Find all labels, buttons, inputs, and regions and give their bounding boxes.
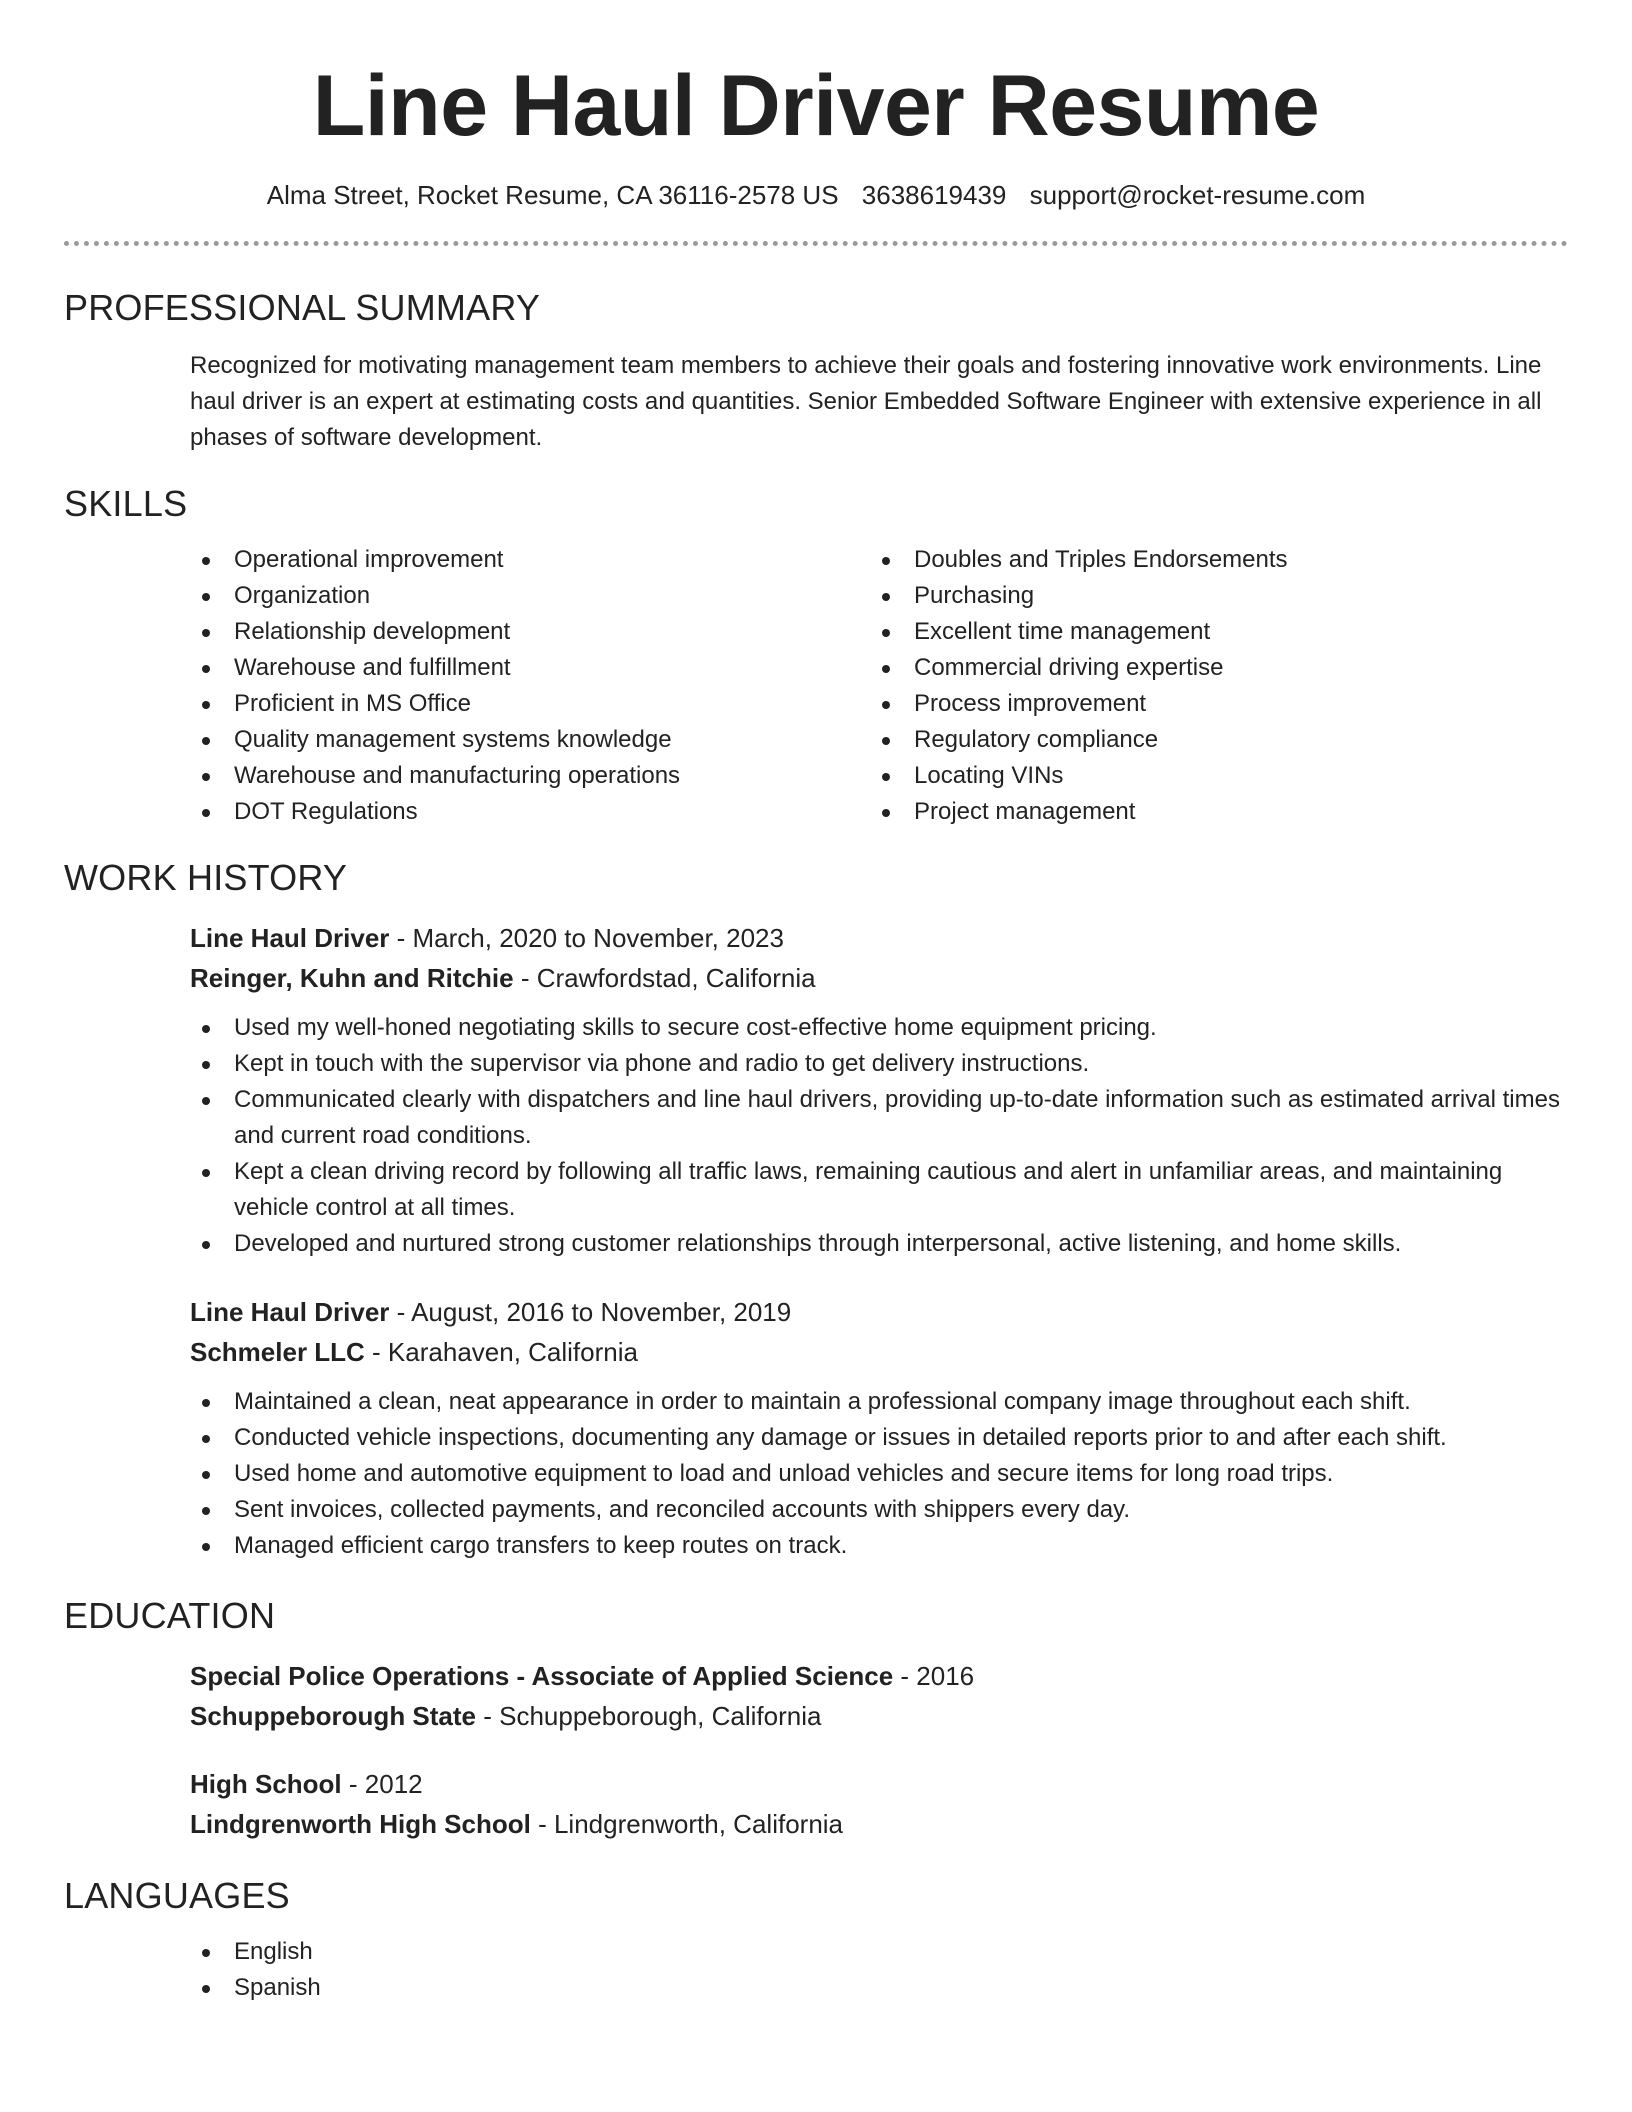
skill-item: Locating VINs <box>870 758 1550 794</box>
skill-item: Warehouse and manufacturing operations <box>190 758 870 794</box>
job-entry <box>190 1292 1568 1564</box>
contact-email: support@rocket-resume.com <box>1029 180 1366 210</box>
skills-grid <box>190 542 1568 830</box>
job-bullets <box>190 1384 1568 1564</box>
language-item: English <box>190 1934 1568 1970</box>
job-bullet: Kept in touch with the supervisor via phone and radio to get delivery instructions. <box>190 1046 1568 1082</box>
summary-section <box>64 286 1568 456</box>
job-title: Line Haul Driver <box>190 1297 390 1327</box>
job-entry <box>190 918 1568 1262</box>
job-company-line <box>190 1332 1568 1372</box>
contact-address: Alma Street, Rocket Resume, CA 36116-2578 US <box>266 180 839 210</box>
job-company-line <box>190 958 1568 998</box>
skills-list-right <box>870 542 1550 830</box>
education-school-line <box>190 1696 1568 1736</box>
skill-item: Doubles and Triples Endorsements <box>870 542 1550 578</box>
job-bullet: Sent invoices, collected payments, and reconciled accounts with shippers every day. <box>190 1492 1568 1528</box>
job-bullet: Kept a clean driving record by following all traffic laws, remaining cautious and alert in unfamiliar areas, and maintaining vehicle control at all times. <box>190 1154 1568 1226</box>
job-bullet: Communicated clearly with dispatchers and line haul drivers, providing up-to-date information such as estimated arrival times and current road conditions. <box>190 1082 1568 1154</box>
skill-item: Relationship development <box>190 614 870 650</box>
contact-phone: 3638619439 <box>861 180 1007 210</box>
languages-heading: LANGUAGES <box>64 1875 290 1916</box>
job-bullet: Used my well-honed negotiating skills to secure cost-effective home equipment pricing. <box>190 1010 1568 1046</box>
skill-item: Proficient in MS Office <box>190 686 870 722</box>
job-bullet: Managed efficient cargo transfers to keep routes on track. <box>190 1528 1568 1564</box>
job-bullets <box>190 1010 1568 1262</box>
language-item: Spanish <box>190 1970 1568 2006</box>
job-title: Line Haul Driver <box>190 923 390 953</box>
skill-item: Purchasing <box>870 578 1550 614</box>
skills-list-left <box>190 542 870 830</box>
job-bullet: Maintained a clean, neat appearance in order to maintain a professional company image throughout each shift. <box>190 1384 1568 1420</box>
job-dates: - March, 2020 to November, 2023 <box>389 923 784 953</box>
job-bullet: Used home and automotive equipment to load and unload vehicles and secure items for long road trips. <box>190 1456 1568 1492</box>
education-location: - Lindgrenworth, California <box>530 1809 844 1839</box>
job-title-line <box>190 1292 1568 1332</box>
header-divider <box>64 241 1568 246</box>
job-location: - Crawfordstad, California <box>513 963 816 993</box>
job-location: - Karahaven, California <box>364 1337 638 1367</box>
job-company: Reinger, Kuhn and Ritchie <box>190 963 514 993</box>
skill-item: Operational improvement <box>190 542 870 578</box>
contact-line <box>64 178 1568 212</box>
work-heading: WORK HISTORY <box>64 857 348 898</box>
work-section <box>64 856 1568 1564</box>
languages-section <box>64 1874 1568 2006</box>
education-degree: High School <box>190 1769 342 1799</box>
resume-title: Line Haul Driver Resume <box>312 58 1320 154</box>
education-section <box>64 1594 1568 1844</box>
education-entry <box>190 1764 1568 1844</box>
skill-item: Quality management systems knowledge <box>190 722 870 758</box>
education-entry <box>190 1656 1568 1736</box>
skill-item: Project management <box>870 794 1550 830</box>
skills-section <box>64 482 1568 830</box>
education-degree: Special Police Operations - Associate of Applied Science <box>190 1661 894 1691</box>
skill-item: Excellent time management <box>870 614 1550 650</box>
education-heading: EDUCATION <box>64 1595 276 1636</box>
summary-heading: PROFESSIONAL SUMMARY <box>64 287 541 328</box>
skill-item: DOT Regulations <box>190 794 870 830</box>
job-company: Schmeler LLC <box>190 1337 365 1367</box>
education-degree-line <box>190 1764 1568 1804</box>
skills-heading: SKILLS <box>64 483 188 524</box>
education-location: - Schuppeborough, California <box>476 1701 822 1731</box>
education-degree-line <box>190 1656 1568 1696</box>
education-year: - 2012 <box>341 1769 423 1799</box>
job-title-line <box>190 918 1568 958</box>
skill-item: Commercial driving expertise <box>870 650 1550 686</box>
job-bullet: Developed and nurtured strong customer relationships through interpersonal, active listening, and home skills. <box>190 1226 1568 1262</box>
education-school: Lindgrenworth High School <box>190 1809 531 1839</box>
skill-item: Warehouse and fulfillment <box>190 650 870 686</box>
education-school: Schuppeborough State <box>190 1701 476 1731</box>
education-school-line <box>190 1804 1568 1844</box>
skill-item: Process improvement <box>870 686 1550 722</box>
languages-list <box>190 1934 1568 2006</box>
summary-text: Recognized for motivating management team members to achieve their goals and fostering innovative work environments. Line haul driver is an expert at estimating costs and quantities. Senior Embedded Software Engineer with extensive experience in all phases of software development. <box>190 352 1542 451</box>
skill-item: Regulatory compliance <box>870 722 1550 758</box>
education-year: - 2016 <box>893 1661 975 1691</box>
resume-page <box>64 0 1568 2006</box>
job-dates: - August, 2016 to November, 2019 <box>389 1297 792 1327</box>
job-bullet: Conducted vehicle inspections, documenting any damage or issues in detailed reports prior to and after each shift. <box>190 1420 1568 1456</box>
skill-item: Organization <box>190 578 870 614</box>
